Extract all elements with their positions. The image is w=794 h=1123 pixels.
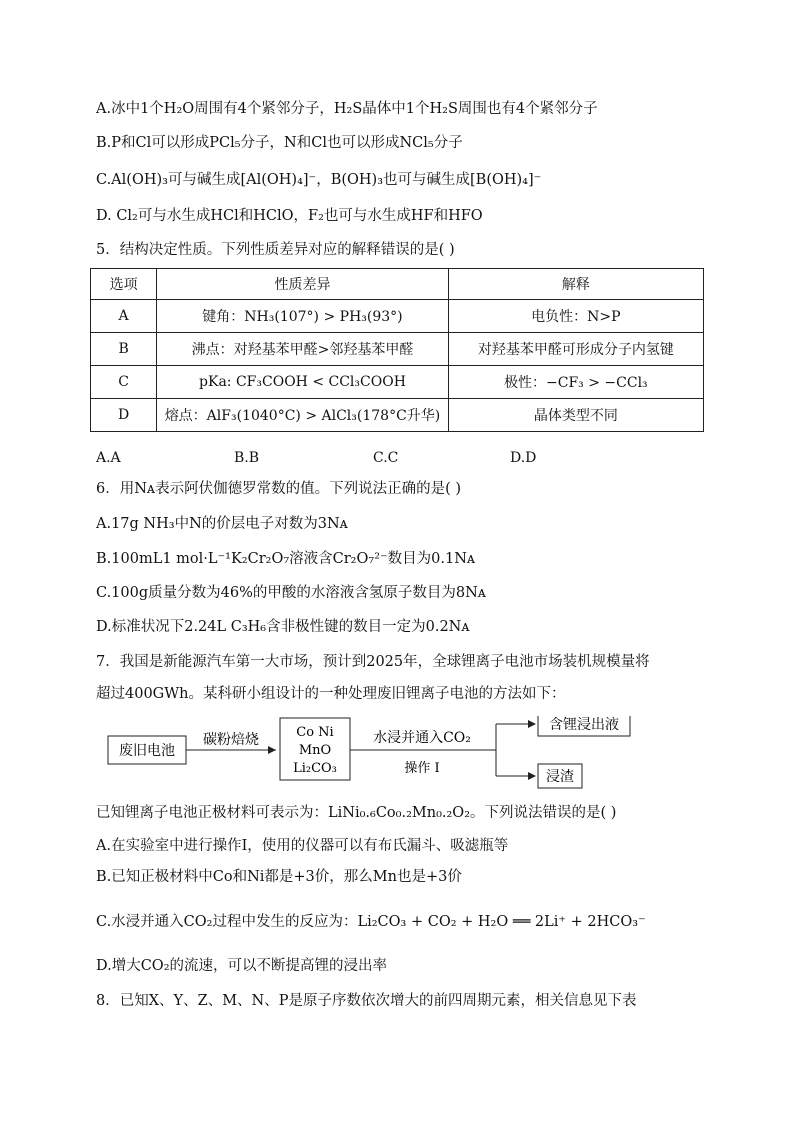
step2-label: 水浸并通入CO₂ <box>373 730 471 746</box>
q8-title: 8．已知X、Y、Z、M、N、P是原子序数依次增大的前四周期元素，相关信息见下表 <box>96 993 637 1009</box>
arrow-head <box>268 746 276 754</box>
table-header: 性质差异 <box>157 269 449 300</box>
box-line: Co Ni <box>296 725 334 740</box>
q5-option: C.C <box>373 450 399 466</box>
q7-option-d: D.增大CO₂的流速，可以不断提高锂的浸出率 <box>96 958 388 974</box>
table-header: 选项 <box>91 269 157 300</box>
table-cell: 晶体类型不同 <box>448 399 703 432</box>
table-cell: A <box>91 300 157 333</box>
box-line: Li₂CO₃ <box>293 761 337 776</box>
table-cell: 键角：NH₃(107°) > PH₃(93°) <box>157 300 449 333</box>
q6-option-b: B.100mL1 mol·L⁻¹K₂Cr₂O₇溶液含Cr₂O₇²⁻数目为0.1Nᴀ <box>96 551 476 567</box>
output1-label: 含锂浸出液 <box>549 717 619 733</box>
q5-option: B.B <box>234 450 260 466</box>
q7-text-line1: 7．我国是新能源汽车第一大市场，预计到2025年，全球锂离子电池市场装机规模量将 <box>96 654 650 670</box>
box-line: MnO <box>298 743 332 758</box>
q4-option-a: A.冰中1个H₂O周围有4个紧邻分子，H₂S晶体中1个H₂S周围也有4个紧邻分子 <box>96 101 598 117</box>
table-cell: D <box>91 399 157 432</box>
table-row <box>91 300 704 333</box>
q5-option: D.D <box>510 450 537 466</box>
q4-option-b: B.P和Cl可以形成PCl₅分子，N和Cl也可以形成NCl₅分子 <box>96 135 463 151</box>
table-row <box>91 333 704 366</box>
q4-option-d: D. Cl₂可与水生成HCl和HClO，F₂也可与水生成HF和HFO <box>96 208 483 224</box>
step1-label: 碳粉焙烧 <box>203 732 259 748</box>
q7-known: 已知锂离子电池正极材料可表示为：LiNi₀.₆Co₀.₂Mn₀.₂O₂。下列说法错误的是( ) <box>96 805 617 821</box>
table-header-row <box>91 269 704 300</box>
q6-title: 6．用Nᴀ表示阿伏伽德罗常数的值。下列说法正确的是( ) <box>96 481 462 497</box>
table-cell: 沸点：对羟基苯甲醛>邻羟基苯甲醛 <box>157 333 449 366</box>
q6-option-d: D.标准状况下2.24L C₃H₆含非极性键的数目一定为0.2Nᴀ <box>96 619 470 635</box>
q7-option-b: B.已知正极材料中Co和Ni都是+3价，那么Mn也是+3价 <box>96 869 462 885</box>
table-header: 解释 <box>448 269 703 300</box>
table-cell: B <box>91 333 157 366</box>
q6-option-c: C.100g质量分数为46%的甲酸的水溶液含氢原子数目为8Nᴀ <box>96 585 486 601</box>
output2-label: 浸渣 <box>546 769 574 785</box>
q7-text-line2: 超过400GWh。某科研小组设计的一种处理废旧锂离子电池的方法如下： <box>96 686 566 702</box>
q6-option-a: A.17g NH₃中N的价层电子对数为3Nᴀ <box>96 516 348 532</box>
table-cell: 极性：−CF₃ > −CCl₃ <box>448 366 703 399</box>
table-cell: 熔点：AlF₃(1040°C) > AlCl₃(178°C升华) <box>157 399 449 432</box>
q5-table <box>90 268 704 432</box>
process-flowchart <box>106 716 646 796</box>
start-label: 废旧电池 <box>119 743 175 759</box>
table-cell: pKa: CF₃COOH < CCl₃COOH <box>157 366 449 399</box>
q5-option: A.A <box>96 450 121 466</box>
q7-option-c: C.水浸并通入CO₂过程中发生的反应为：Li₂CO₃ + CO₂ + H₂O ══ 2Li⁺ + 2HCO₃⁻ <box>96 914 646 930</box>
q5-title: 5．结构决定性质。下列性质差异对应的解释错误的是( ) <box>96 242 455 258</box>
table-cell: 对羟基苯甲醛可形成分子内氢键 <box>448 333 703 366</box>
operation-label: 操作 I <box>404 761 440 776</box>
table-cell: 电负性：N>P <box>448 300 703 333</box>
arrow-head <box>528 772 536 780</box>
q4-option-c: C.Al(OH)₃可与碱生成[Al(OH)₄]⁻，B(OH)₃也可与碱生成[B(OH)₄]⁻ <box>96 172 542 188</box>
q7-option-a: A.在实验室中进行操作Ⅰ，使用的仪器可以有布氏漏斗、吸滤瓶等 <box>96 838 509 854</box>
arrow-head <box>528 720 536 728</box>
table-cell: C <box>91 366 157 399</box>
table-row <box>91 366 704 399</box>
table-row <box>91 399 704 432</box>
